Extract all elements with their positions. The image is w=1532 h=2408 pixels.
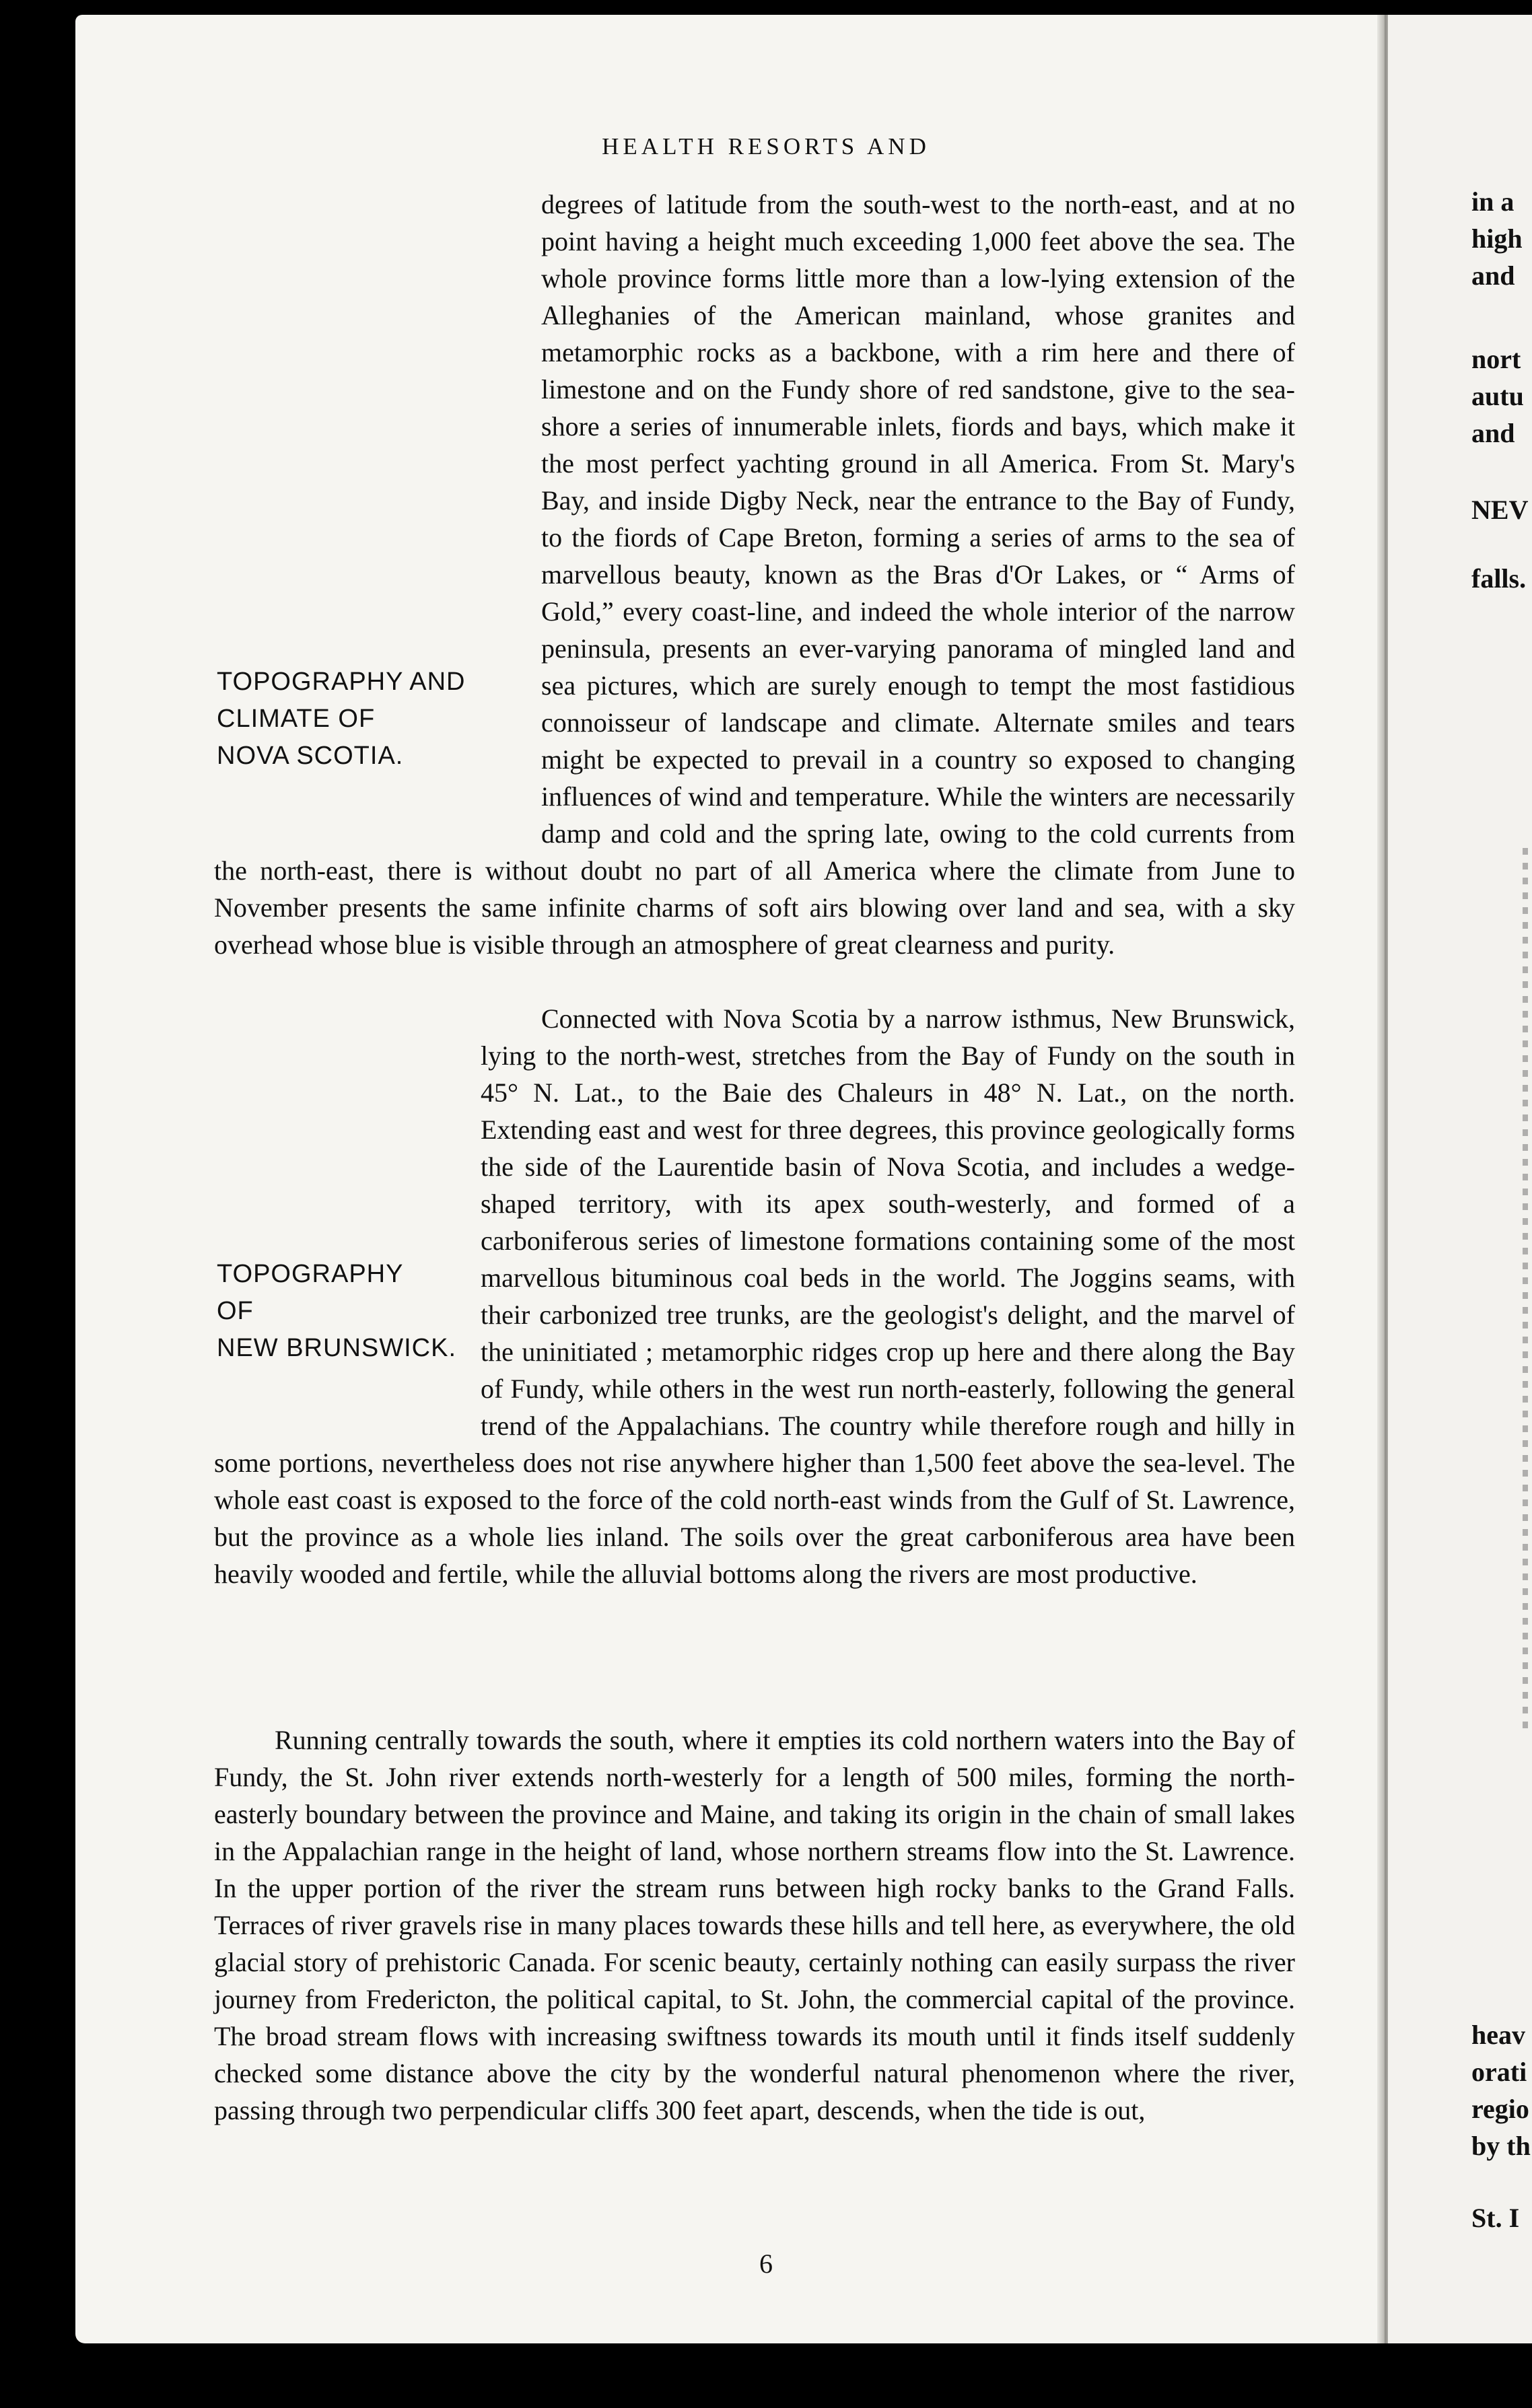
paragraph-text: Connected with Nova Scotia by a narrow isthmus, New Brunswick, lying to the north-west, stretches from the Bay of Fundy on the south in 45° N. Lat., to the Baie des Chaleurs in 48° N. Lat., on the north. Extending east and west for three degrees, this province geologically forms the side of the Laurentide basin of Nova Scotia, and includes a wedge-shaped territory, with its apex south-westerly, and formed of a carboniferous series of limestone formations containing some of the most marvellous bituminous coal beds in the world. The Joggins seams, with their carbonized tree trunks, are the geologist's delight, and the marvel of the uninitiated ; metamorphic ridges crop up here and there along the Bay of Fundy, while others in the west run north-easterly, following the general trend of the Appalachians. The country while therefore rough and hilly in some portions, nevertheless does not rise anywhere higher than 1,500 feet above the sea-level. The whole east coast is exposed to the force of the cold north-east winds from the Gulf of St. Lawrence, but the province as a whole lies inland. The soils over the great carboniferous area have been heavily wooded and fertile, while the alluvial bottoms along the rivers are most productive. — [214, 1003, 1295, 1589]
paragraph-nova-scotia — [214, 186, 1295, 963]
facing-line: in a — [1471, 186, 1514, 217]
sidehead-line: TOPOGRAPHY AND — [217, 668, 466, 696]
facing-line: nort — [1471, 344, 1521, 374]
sidehead-line: TOPOGRAPHY — [217, 1260, 404, 1288]
bleed-through-text — [1523, 848, 1528, 1736]
facing-line: St. I — [1471, 2203, 1520, 2233]
body-section-st-john-river — [214, 1722, 1295, 2135]
facing-line: and — [1471, 418, 1515, 448]
sidehead-new-brunswick — [153, 1222, 471, 1444]
facing-line: and — [1471, 260, 1515, 291]
paragraph-st-john-river: Running centrally towards the south, where it empties its cold northern waters into the Bay of Fundy, the St. John river extends north-westerly for a length of 500 miles, forming the north-easterly boundary between the province and Maine, and taking its origin in the chain of small lakes in the Appalachian range in the height of land, whose northern streams flow into the St. Lawrence. In the upper portion of the river the stream runs between high rocky banks to the Grand Falls. Terraces of river gravels rise in many places towards these hills and tell here, as everywhere, the old glacial story of prehistoric Canada. For scenic beauty, certainly nothing can easily surpass the river journey from Fredericton, the political capital, to St. John, the commercial capital of the province. The broad stream flows with increasing swiftness towards its mouth until it finds itself suddenly checked some distance above the city by the wonderful natural phenomenon where the river, passing through two perpendicular cliffs 300 feet apart, descends, when the tide is out, — [214, 1725, 1295, 2125]
body-section-nova-scotia — [214, 186, 1295, 970]
body-section-new-brunswick — [214, 1000, 1295, 1599]
facing-line: NEV — [1471, 495, 1529, 525]
facing-line: high — [1471, 223, 1523, 254]
running-header: HEALTH RESORTS AND — [602, 133, 930, 160]
sidehead-line: CLIMATE OF — [217, 705, 376, 733]
paragraph-new-brunswick — [214, 1000, 1295, 1592]
page-number: 6 — [759, 2248, 773, 2279]
facing-line: autu — [1471, 381, 1524, 411]
sidehead-line: NEW BRUNSWICK. — [217, 1334, 456, 1362]
sidehead-line: NOVA SCOTIA. — [217, 742, 404, 770]
facing-line: falls. — [1471, 563, 1527, 594]
facing-line: regio — [1471, 2094, 1529, 2124]
facing-line: by th — [1471, 2131, 1531, 2161]
facing-line: orati — [1471, 2057, 1527, 2087]
sidehead-line: OF — [217, 1297, 254, 1325]
paragraph-text: degrees of latitude from the south-west to the north-east, and at no point having a height much exceeding 1,000 feet above the sea. The whole province forms little more than a low-lying extension of the Alleghanies of the American mainland, whose granites and metamorphic rocks as a backbone, with a rim here and there of limestone and on the Fundy shore of red sandstone, give to the sea-shore a series of innumerable inlets, fiords and bays, which make it the most perfect yachting ground in all America. From St. Mary's Bay, and inside Digby Neck, near the entrance to the Bay of Fundy, to the fiords of Cape Breton, forming a series of arms to the sea of marvellous beauty, known as the Bras d'Or Lakes, or “ Arms of Gold,” every coast-line, and indeed the whole interior of the narrow peninsula, presents an ever-varying panorama of mingled land and sea pictures, which are surely enough to tempt the most fastidious connoisseur of landscape and climate. Alternate smiles and tears might be expected to prevail in a country so exposed to changing influences of wind and temperature. While the winters are necessarily damp and cold and the spring late, owing to the cold currents from the north-east, there is without doubt no part of all America where the climate from June to November presents the same infinite charms of soft airs blowing over land and sea, with a sky overhead whose blue is visible through an atmosphere of great clearness and purity. — [214, 189, 1295, 960]
sidehead-nova-scotia — [214, 630, 532, 852]
facing-line: heav — [1471, 2020, 1525, 2050]
